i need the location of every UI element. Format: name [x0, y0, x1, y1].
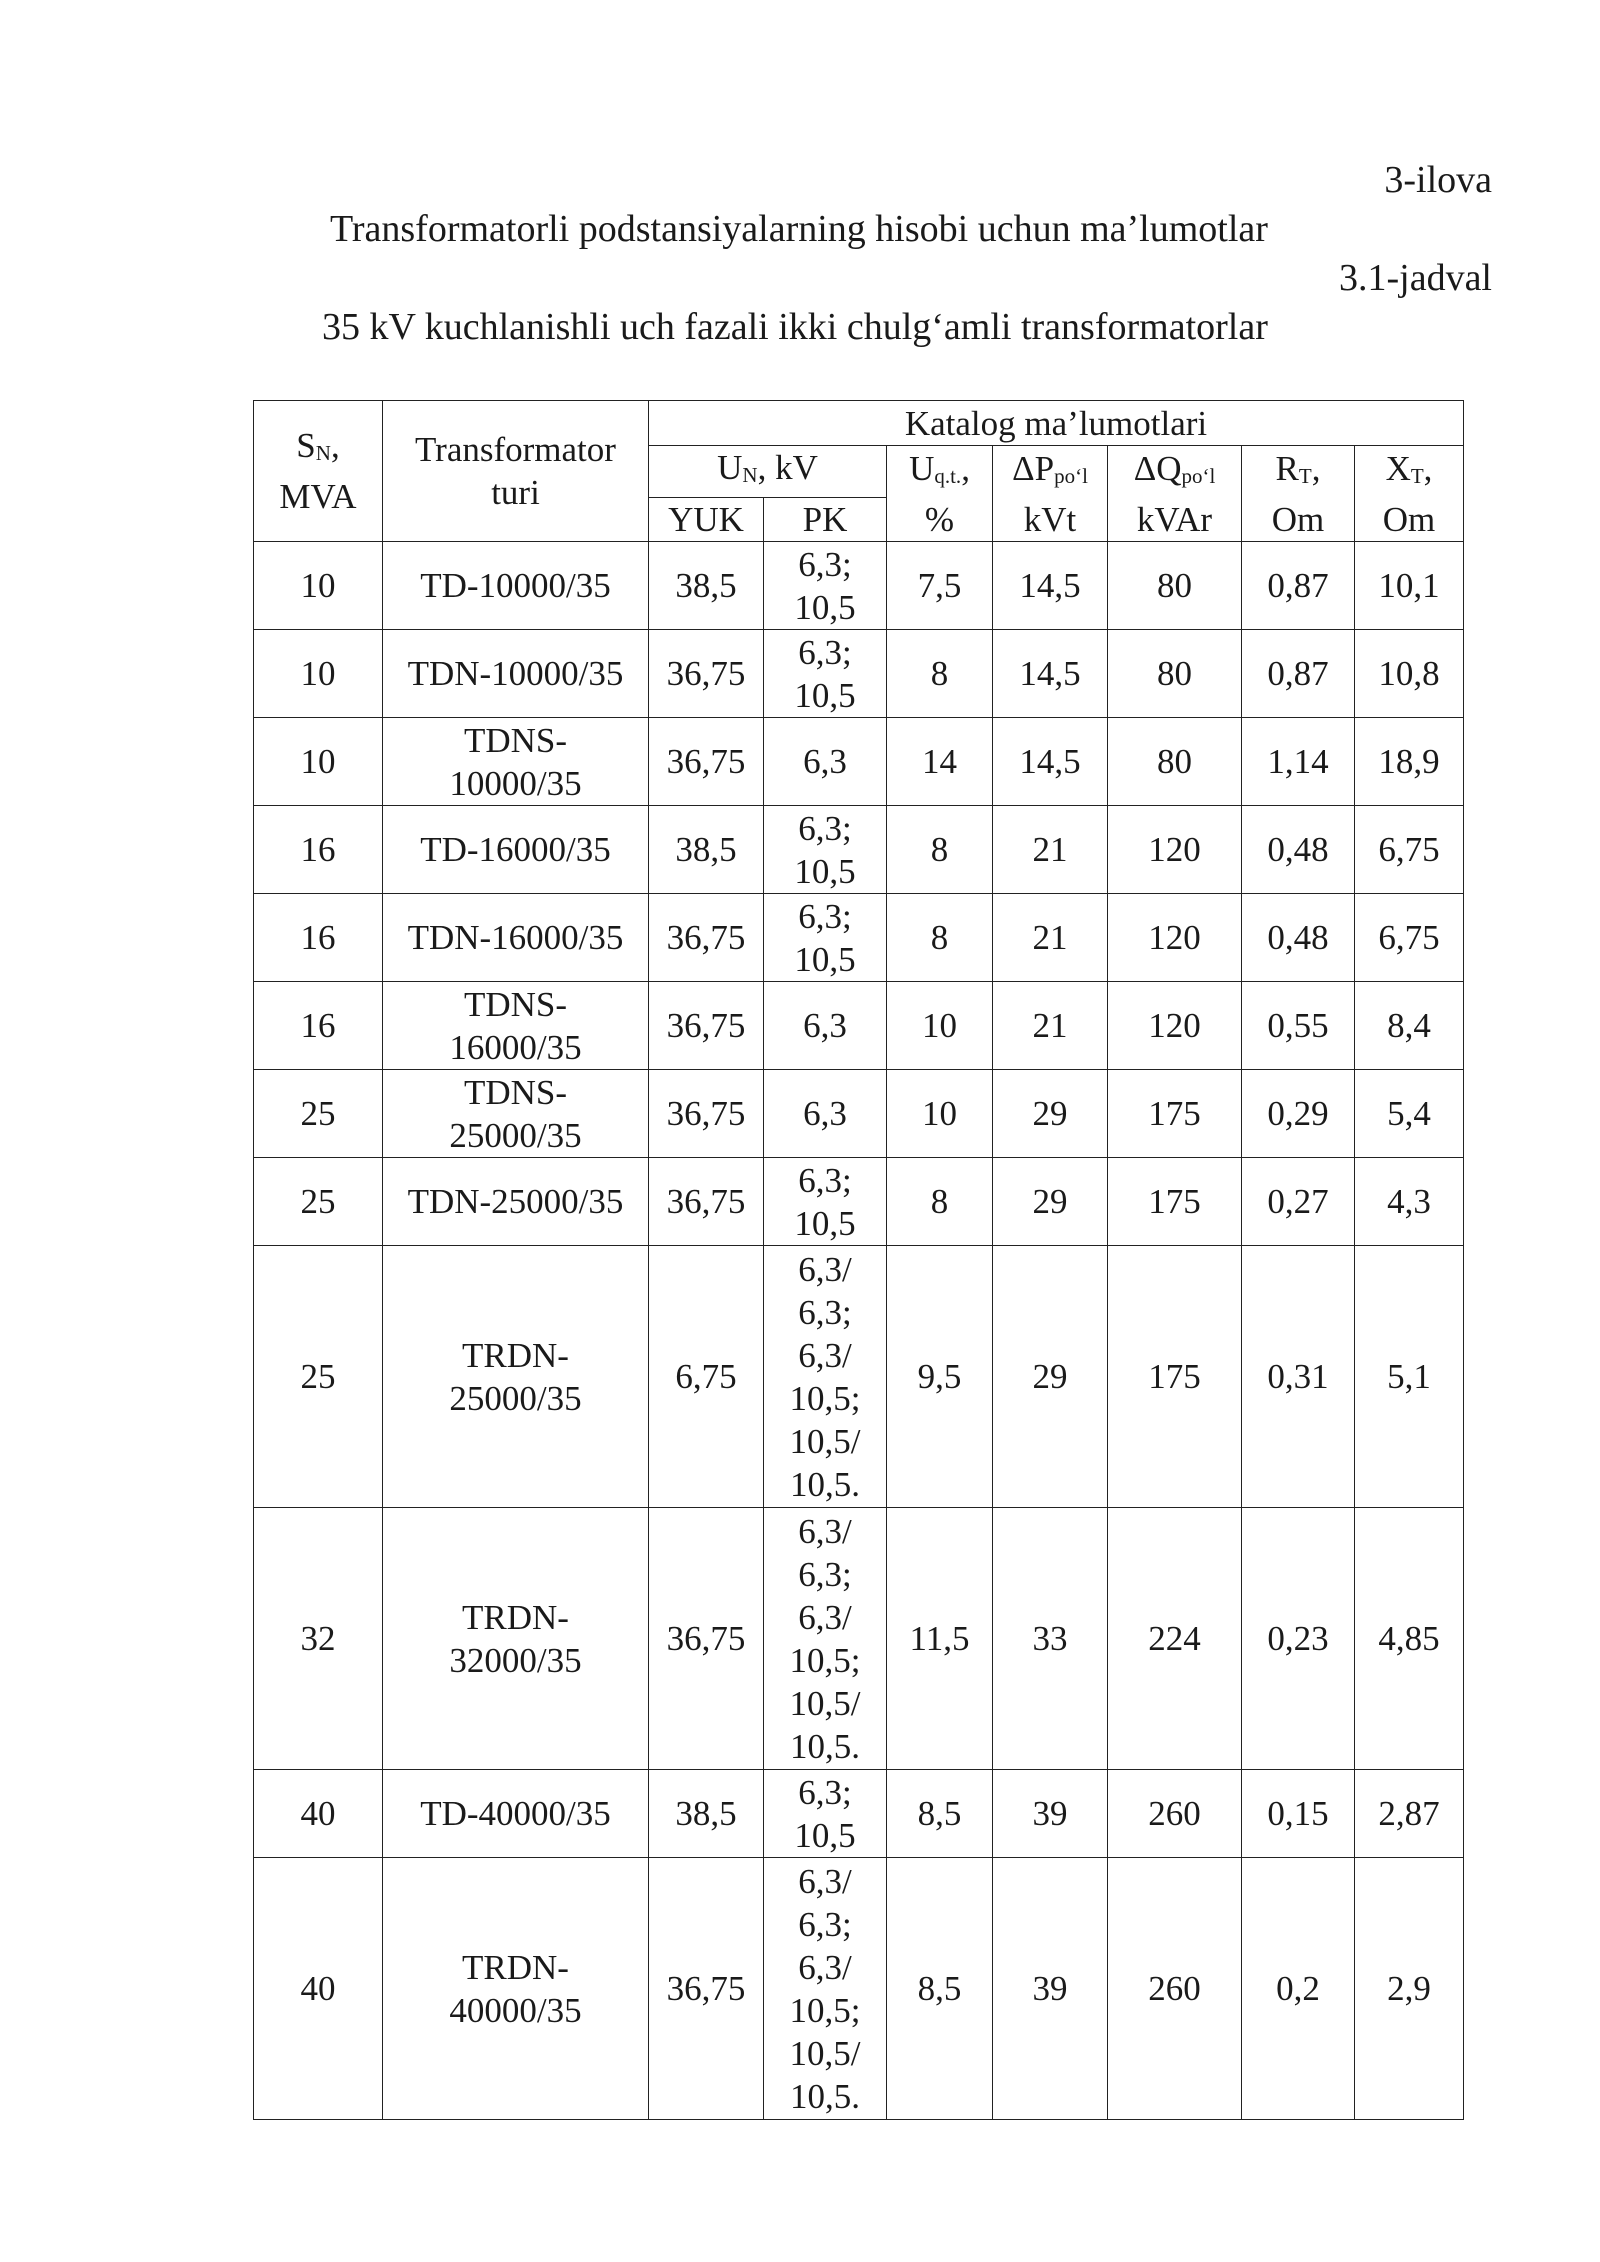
cell-dp: 21 [993, 982, 1108, 1070]
cell-pk [764, 982, 887, 1070]
cell-pk-line: 6,3; [798, 632, 852, 672]
document-title: Transformatorli podstansiyalarning hisobi uchun ma’lumotlar [330, 208, 1268, 250]
cell-pk-line: 10,5. [790, 2076, 860, 2116]
cell-pk-line: 6,3; [798, 544, 852, 584]
cell-uqt: 10 [887, 1070, 993, 1158]
cell-rt: 0,55 [1242, 982, 1355, 1070]
cell-yuk: 38,5 [649, 542, 764, 630]
table-row [254, 1770, 1464, 1858]
cell-type-line: TRDN- [462, 1947, 569, 1987]
transformer-table [253, 400, 1464, 2120]
cell-pk-line: 6,3/ [798, 1947, 852, 1987]
col-header-rt: $R_T$, Om [1242, 446, 1355, 542]
cell-pk-line: 10,5/ [789, 1683, 861, 1723]
cell-pk-line: 6,3 [803, 742, 847, 781]
cell-yuk: 38,5 [649, 1770, 764, 1858]
cell-dp: 21 [993, 806, 1108, 894]
cell-pk-line: 10,5 [794, 1815, 856, 1855]
cell-uqt: 14 [887, 718, 993, 806]
cell-pk-line: 6,3; [798, 1904, 852, 1944]
table-row [254, 1246, 1464, 1508]
table-row [254, 982, 1464, 1070]
cell-pk [764, 1770, 887, 1858]
cell-type-line: TD-10000/35 [420, 566, 611, 605]
cell-dq: 120 [1108, 894, 1242, 982]
col-header-catalog: Katalog ma’lumotlari [649, 401, 1464, 446]
table-row [254, 806, 1464, 894]
cell-yuk: 36,75 [649, 1158, 764, 1246]
cell-yuk: 36,75 [649, 1508, 764, 1770]
cell-rt: 0,15 [1242, 1770, 1355, 1858]
cell-type-line: TDNS- [463, 984, 568, 1024]
cell-pk-line: 6,3; [798, 1554, 852, 1594]
cell-type-line: 40000/35 [449, 1990, 582, 2030]
cell-type-line: 16000/35 [449, 1027, 582, 1067]
cell-xt: 2,87 [1355, 1770, 1464, 1858]
cell-pk-line: 10,5 [794, 675, 856, 715]
cell-pk-line: 10,5 [794, 1203, 856, 1243]
cell-rt: 0,2 [1242, 1858, 1355, 2120]
cell-pk-line: 6,3 [803, 1006, 847, 1045]
cell-dp: 21 [993, 894, 1108, 982]
cell-type [383, 718, 649, 806]
col-header-dp: $\Delta P_{po‘l}$ kVt [993, 446, 1108, 542]
cell-type-line: TDN-25000/35 [407, 1182, 624, 1221]
cell-type [383, 894, 649, 982]
cell-type-line: TDNS- [463, 1072, 568, 1112]
cell-pk-line: 6,3; [798, 1772, 852, 1812]
cell-rt: 0,29 [1242, 1070, 1355, 1158]
cell-type [383, 982, 649, 1070]
cell-xt: 8,4 [1355, 982, 1464, 1070]
cell-dp: 39 [993, 1858, 1108, 2120]
cell-pk [764, 1858, 887, 2120]
cell-pk [764, 630, 887, 718]
cell-sn: 25 [254, 1070, 383, 1158]
cell-pk-line: 6,3/ [798, 1597, 852, 1637]
cell-pk-line: 6,3/ [798, 1249, 852, 1289]
cell-uqt: 8 [887, 1158, 993, 1246]
table-body [254, 542, 1464, 2120]
cell-rt: 1,14 [1242, 718, 1355, 806]
table-number-label: 3.1-jadval [1338, 257, 1492, 299]
cell-yuk: 36,75 [649, 630, 764, 718]
col-header-dq: $\Delta Q_{po‘l}$ kVAr [1108, 446, 1242, 542]
col-header-yuk: YUK [649, 498, 764, 542]
cell-pk-line: 10,5/ [789, 1421, 861, 1461]
cell-pk [764, 718, 887, 806]
appendix-label: 3-ilova [1384, 159, 1492, 201]
cell-dq: 80 [1108, 718, 1242, 806]
cell-sn: 40 [254, 1858, 383, 2120]
cell-dp: 39 [993, 1770, 1108, 1858]
cell-type [383, 1158, 649, 1246]
cell-uqt: 7,5 [887, 542, 993, 630]
cell-pk [764, 1246, 887, 1508]
table-title: 35 kV kuchlanishli uch fazali ikki chulg‘amli transformatorlar [322, 306, 1268, 348]
cell-pk [764, 1070, 887, 1158]
table-row [254, 718, 1464, 806]
cell-xt: 10,1 [1355, 542, 1464, 630]
cell-type [383, 542, 649, 630]
cell-sn: 10 [254, 542, 383, 630]
cell-sn: 40 [254, 1770, 383, 1858]
table-header [254, 401, 1464, 542]
cell-uqt: 11,5 [887, 1508, 993, 1770]
cell-xt: 18,9 [1355, 718, 1464, 806]
cell-xt: 6,75 [1355, 806, 1464, 894]
cell-pk [764, 1158, 887, 1246]
cell-uqt: 9,5 [887, 1246, 993, 1508]
cell-pk-line: 10,5. [790, 1726, 860, 1766]
col-header-pk: PK [764, 498, 887, 542]
cell-yuk: 38,5 [649, 806, 764, 894]
table-row [254, 1508, 1464, 1770]
cell-dp: 14,5 [993, 630, 1108, 718]
cell-pk-line: 10,5. [790, 1464, 860, 1504]
cell-type-line: TD-40000/35 [420, 1794, 611, 1833]
table-row [254, 1858, 1464, 2120]
cell-type [383, 1070, 649, 1158]
cell-rt: 0,87 [1242, 630, 1355, 718]
cell-sn: 25 [254, 1158, 383, 1246]
table-row [254, 630, 1464, 718]
table-row [254, 542, 1464, 630]
cell-type [383, 806, 649, 894]
cell-sn: 25 [254, 1246, 383, 1508]
cell-type [383, 1858, 649, 2120]
cell-type [383, 1246, 649, 1508]
cell-type-line: TDNS- [463, 720, 568, 760]
cell-pk-line: 10,5 [794, 851, 856, 891]
cell-uqt: 8 [887, 630, 993, 718]
cell-type-line: 25000/35 [449, 1115, 582, 1155]
col-header-sn: $S_N$, MVA [254, 401, 383, 542]
cell-rt: 0,23 [1242, 1508, 1355, 1770]
cell-pk-line: 6,3/ [798, 1511, 852, 1551]
cell-pk-line: 10,5/ [789, 2033, 861, 2073]
cell-pk-line: 6,3/ [798, 1335, 852, 1375]
cell-type [383, 630, 649, 718]
cell-type [383, 1508, 649, 1770]
cell-type-line: 32000/35 [449, 1640, 582, 1680]
cell-pk-line: 6,3; [798, 1292, 852, 1332]
cell-rt: 0,48 [1242, 894, 1355, 982]
cell-dp: 29 [993, 1246, 1108, 1508]
cell-pk-line: 6,3; [798, 1160, 852, 1200]
cell-rt: 0,87 [1242, 542, 1355, 630]
col-header-type: Transformator turi [383, 401, 649, 542]
cell-dq: 120 [1108, 806, 1242, 894]
cell-pk-line: 10,5; [789, 1640, 861, 1680]
cell-sn: 16 [254, 894, 383, 982]
cell-uqt: 8,5 [887, 1770, 993, 1858]
col-header-un: $U_N$, kV [649, 446, 887, 498]
cell-yuk: 36,75 [649, 1070, 764, 1158]
cell-yuk: 36,75 [649, 718, 764, 806]
col-header-uqt: $U_{q.t.}$, % [887, 446, 993, 542]
cell-yuk: 36,75 [649, 1858, 764, 2120]
col-header-xt: $X_T$, Om [1355, 446, 1464, 542]
cell-type-line: TDN-10000/35 [407, 654, 624, 693]
cell-pk-line: 6,3 [803, 1094, 847, 1133]
cell-pk-line: 6,3/ [798, 1861, 852, 1901]
table-row [254, 1158, 1464, 1246]
cell-xt: 4,3 [1355, 1158, 1464, 1246]
cell-sn: 10 [254, 718, 383, 806]
cell-dq: 175 [1108, 1246, 1242, 1508]
cell-uqt: 8 [887, 894, 993, 982]
cell-sn: 10 [254, 630, 383, 718]
cell-uqt: 8 [887, 806, 993, 894]
cell-yuk: 6,75 [649, 1246, 764, 1508]
cell-pk [764, 1508, 887, 1770]
cell-xt: 5,4 [1355, 1070, 1464, 1158]
cell-dq: 224 [1108, 1508, 1242, 1770]
cell-uqt: 8,5 [887, 1858, 993, 2120]
cell-dp: 33 [993, 1508, 1108, 1770]
cell-type-line: TD-16000/35 [420, 830, 611, 869]
cell-rt: 0,27 [1242, 1158, 1355, 1246]
table-row [254, 1070, 1464, 1158]
table-row [254, 894, 1464, 982]
cell-pk [764, 894, 887, 982]
cell-dq: 175 [1108, 1070, 1242, 1158]
cell-dq: 80 [1108, 542, 1242, 630]
cell-dp: 29 [993, 1158, 1108, 1246]
cell-sn: 32 [254, 1508, 383, 1770]
cell-pk-line: 6,3; [798, 896, 852, 936]
cell-rt: 0,31 [1242, 1246, 1355, 1508]
cell-xt: 2,9 [1355, 1858, 1464, 2120]
cell-pk [764, 806, 887, 894]
cell-xt: 4,85 [1355, 1508, 1464, 1770]
cell-dq: 175 [1108, 1158, 1242, 1246]
cell-sn: 16 [254, 982, 383, 1070]
cell-dq: 80 [1108, 630, 1242, 718]
cell-yuk: 36,75 [649, 982, 764, 1070]
cell-dp: 14,5 [993, 542, 1108, 630]
cell-dp: 29 [993, 1070, 1108, 1158]
cell-rt: 0,48 [1242, 806, 1355, 894]
cell-pk [764, 542, 887, 630]
cell-pk-line: 10,5; [789, 1990, 861, 2030]
cell-uqt: 10 [887, 982, 993, 1070]
cell-xt: 10,8 [1355, 630, 1464, 718]
cell-dq: 260 [1108, 1858, 1242, 2120]
cell-type-line: TDN-16000/35 [407, 918, 624, 957]
cell-pk-line: 10,5 [794, 939, 856, 979]
cell-pk-line: 10,5; [789, 1378, 861, 1418]
cell-sn: 16 [254, 806, 383, 894]
cell-xt: 6,75 [1355, 894, 1464, 982]
cell-type-line: TRDN- [462, 1335, 569, 1375]
cell-pk-line: 6,3; [798, 808, 852, 848]
cell-type [383, 1770, 649, 1858]
cell-type-line: 10000/35 [449, 763, 582, 803]
cell-xt: 5,1 [1355, 1246, 1464, 1508]
cell-dq: 260 [1108, 1770, 1242, 1858]
cell-dq: 120 [1108, 982, 1242, 1070]
cell-type-line: 25000/35 [449, 1378, 582, 1418]
cell-type-line: TRDN- [462, 1597, 569, 1637]
cell-pk-line: 10,5 [794, 587, 856, 627]
cell-dp: 14,5 [993, 718, 1108, 806]
cell-yuk: 36,75 [649, 894, 764, 982]
